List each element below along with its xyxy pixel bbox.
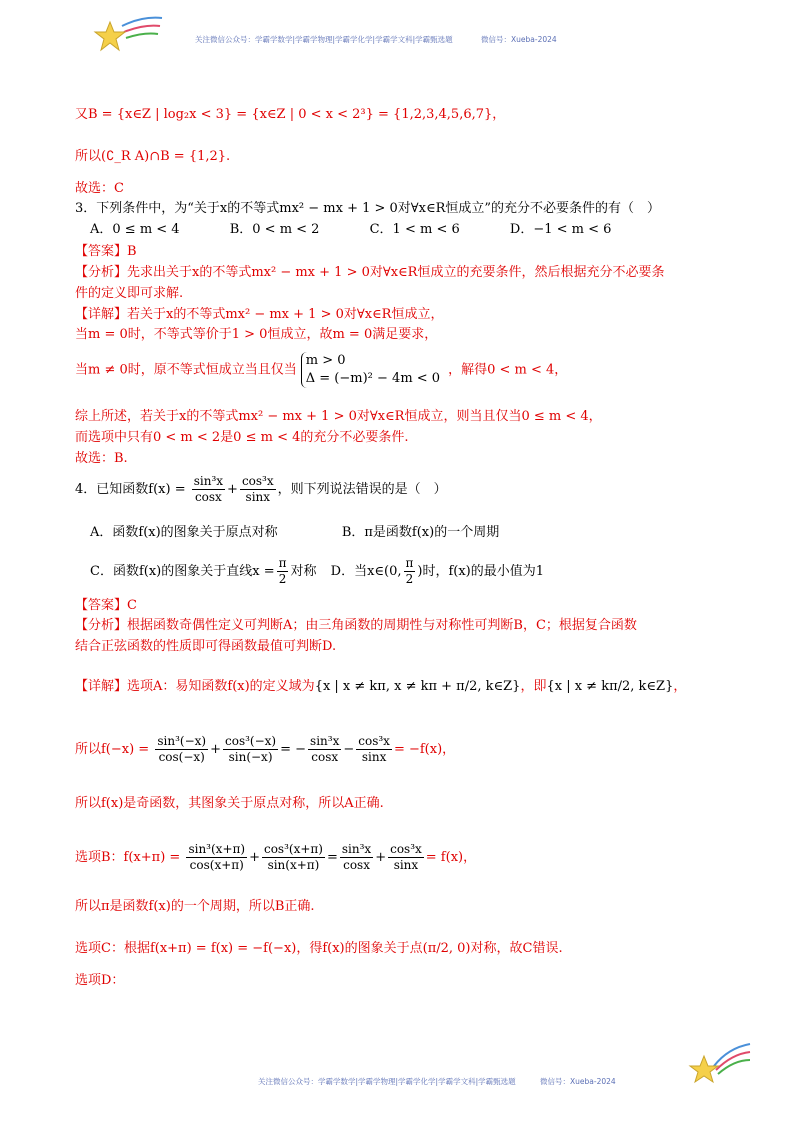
q4-detail-a-conclude: 所以f(x)是奇函数，其图象关于原点对称，所以A正确.	[75, 796, 384, 811]
q4-detail-a	[75, 678, 686, 696]
q4-detail-d: 选项D：	[75, 973, 125, 988]
q3-options	[90, 221, 611, 239]
q3-analysis-2: 件的定义即可求解.	[75, 286, 184, 301]
q3-system	[301, 352, 444, 388]
q4-detail-b-pre: 选项B：f(x+π) =	[75, 850, 181, 865]
footer-wechat: 微信号：Xueba-2024	[540, 1077, 616, 1086]
q4-detail-c: 选项C：根据f(x+π) = f(x) = −f(−x)，得f(x)的图象关于点(π/2, 0)对称，故C错误.	[75, 941, 563, 956]
q4-detail-a-end: ，	[673, 679, 687, 694]
q4-stem: 4．已知函数f(x) = $\frac{\text{sin³x}}{\cos x}$ + $\frac{\text{cos³x}}{\sin x}$ ，则下列说法错误的是（ ）	[75, 474, 447, 504]
q3-detail-4: 综上所述，若关于x的不等式mx² − mx + 1 > 0对∀x∈R恒成立，则当且仅当0 ≤ m < 4，	[75, 409, 602, 424]
q4-detail-a-pre: 【详解】选项A：易知函数f(x)的定义域为	[75, 679, 315, 694]
frac-sin3x-c: $\frac{\text{sin³x}}{\cos x}$	[341, 842, 372, 872]
q4-detail-odd: 所以f(−x) = $\frac{\text{sin³(−x)}}{\cos(-x)}$ + $\frac{\text{cos³(−x)}}{\sin(-x)}$ = − $\frac{\text{sin³x}}{\cos x}$ − $\frac{\text{cos³x}}{\sin x}$ = −f(x)，	[75, 734, 456, 764]
q3-analysis-1: 【分析】先求出关于x的不等式mx² − mx + 1 > 0对∀x∈R恒成立的充要条件，然后根据充分不必要条	[75, 265, 665, 280]
q4-analysis-2: 结合正弦函数的性质即可得函数最值可判断D.	[75, 639, 337, 654]
q3-option-c: C．1 < m < 6	[369, 222, 460, 237]
q4-stem-pre: 4．已知函数f(x) =	[75, 482, 186, 497]
footer-text: 关注微信公众号：学霸学数学|学霸学物理|学霸学化学|学霸学文科|学霸甄选题	[258, 1077, 516, 1086]
frac-cos3x-c: $\frac{\text{cos³x}}{\sin x}$	[390, 842, 422, 872]
frac-cos3xp: $\frac{\text{cos³(x+π)}}{\sin(x+\pi)}$	[263, 842, 323, 872]
frac-pi-2-c: $\frac{\pi}{2}$	[278, 556, 287, 586]
q4-option-d-pre: D．当x∈(0,	[330, 564, 402, 579]
q3-answer: 【答案】B	[75, 244, 137, 259]
q3-detail-1: 【详解】若关于x的不等式mx² − mx + 1 > 0对∀x∈R恒成立，	[75, 307, 444, 322]
frac-pi-2-d: $\frac{\pi}{2}$	[405, 556, 414, 586]
star-logo-bottom-icon	[688, 1040, 752, 1086]
line-intersection: 所以(∁_R A)∩B = {1,2}.	[75, 149, 231, 164]
q4-detail-odd-pre: 所以f(−x) =	[75, 742, 150, 757]
q4-detail-odd-end: = −f(x)，	[393, 742, 456, 757]
q3-detail-3-pre: 当m ≠ 0时，原不等式恒成立当且仅当	[75, 362, 297, 378]
frac-sin3x-b: $\frac{\text{sin³x}}{\cos x}$	[310, 734, 340, 764]
q4-domain-set-1: {x | x ≠ kπ, x ≠ kπ + π/2, k∈Z}	[314, 679, 521, 694]
q4-detail-a-mid: ，即	[520, 679, 547, 694]
q4-option-c-post: 对称	[290, 564, 317, 579]
q4-answer: 【答案】C	[75, 598, 137, 613]
page-footer	[258, 1076, 616, 1087]
header-wechat: 微信号：Xueba-2024	[481, 35, 557, 44]
q3-system-row2: Δ = (−m)² − 4m < 0	[305, 371, 441, 386]
q4-option-c-pre: C．函数f(x)的图象关于直线x =	[90, 564, 275, 579]
q4-option-b: B．π是函数f(x)的一个周期	[341, 525, 500, 540]
frac-cos3x-b: $\frac{\text{cos³x}}{\sin x}$	[358, 734, 390, 764]
frac-cos3nx: $\frac{\text{cos³(−x)}}{\sin(-x)}$	[225, 734, 277, 764]
star-logo-icon	[92, 12, 164, 60]
frac-sin3xp: $\frac{\text{sin³(x+π)}}{\cos(x+\pi)}$	[188, 842, 246, 872]
frac-sin3nx: $\frac{\text{sin³(−x)}}{\cos(-x)}$	[157, 734, 207, 764]
q4-detail-b-conclude: 所以π是函数f(x)的一个周期，所以B正确.	[75, 899, 315, 914]
q4-option-a: A．函数f(x)的图象关于原点对称	[90, 525, 278, 540]
q4-detail-b: 选项B：f(x+π) = $\frac{\text{sin³(x+π)}}{\cos(x+\pi)}$ + $\frac{\text{cos³(x+π)}}{\sin(x+\pi)}$ = $\frac{\text{sin³x}}{\cos x}$ + $\frac{\text{cos³x}}{\sin x}$ = f(x)，	[75, 842, 477, 872]
q3-system-row1: m > 0	[305, 353, 346, 368]
q3-stem: 3．下列条件中，为“关于x的不等式mx² − mx + 1 > 0对∀x∈R恒成立”的充分不必要条件的有（ ）	[75, 201, 661, 216]
frac-cos3-sin: $\frac{\text{cos³x}}{\sin x}$	[241, 474, 274, 504]
q4-detail-b-end: = f(x)，	[425, 850, 477, 865]
q3-end: 故选：B.	[75, 451, 128, 466]
q3-option-d: D．−1 < m < 6	[509, 222, 612, 237]
q4-options-cd	[90, 556, 544, 587]
frac-sin3-cos: $\frac{\text{sin³x}}{\cos x}$	[193, 474, 224, 504]
page-header	[195, 34, 557, 45]
header-text: 关注微信公众号：学霸学数学|学霸学物理|学霸学化学|学霸学文科|学霸甄选题	[195, 35, 453, 44]
q3-detail-3	[75, 352, 567, 388]
q4-analysis-1: 【分析】根据函数奇偶性定义可判断A；由三角函数的周期性与对称性可判断B，C；根据复合函数	[75, 618, 637, 633]
line-answer-c: 故选：C	[75, 181, 124, 196]
q3-detail-2: 当m = 0时，不等式等价于1 > 0恒成立，故m = 0满足要求，	[75, 327, 438, 342]
q4-option-d-post: )时，f(x)的最小值为1	[417, 564, 545, 579]
q3-detail-3-post: ，解得0 < m < 4，	[448, 362, 568, 378]
q3-option-b: B．0 < m < 2	[229, 222, 320, 237]
q4-options-ab	[90, 524, 499, 542]
line-set-b: 又B = {x∈Z | log₂x < 3} = {x∈Z | 0 < x < 2³} = {1,2,3,4,5,6,7}，	[75, 107, 506, 122]
q3-detail-5: 而选项中只有0 < m < 2是0 ≤ m < 4的充分不必要条件.	[75, 430, 409, 445]
q4-stem-post: ，则下列说法错误的是（ ）	[277, 482, 447, 497]
q4-domain-set-2: {x | x ≠ kπ/2, k∈Z}	[546, 679, 674, 694]
q3-option-a: A．0 ≤ m < 4	[90, 222, 180, 237]
